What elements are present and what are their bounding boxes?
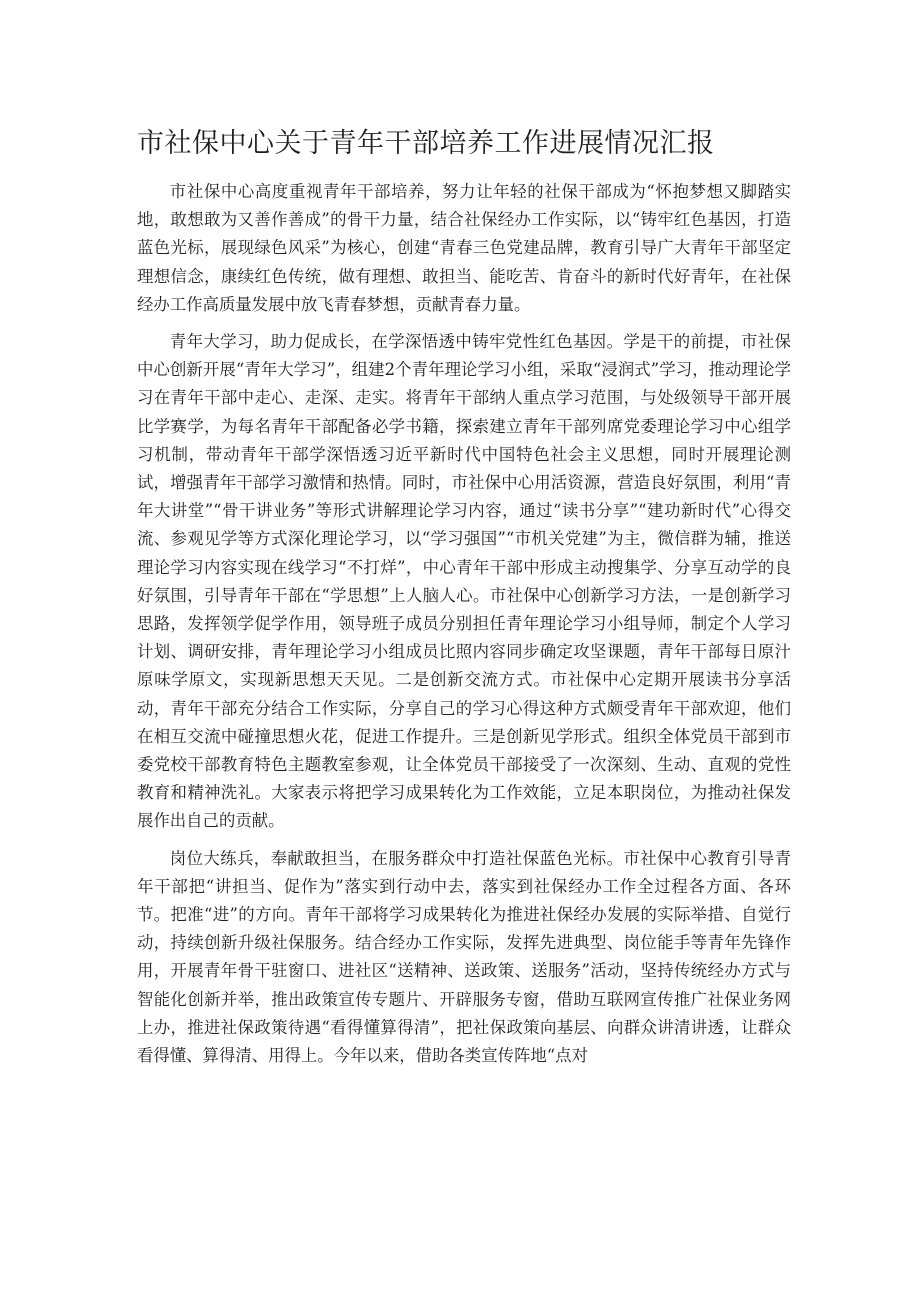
paragraph-intro: 市社保中心高度重视青年干部培养，努力让年轻的社保干部成为“怀抱梦想又脚踏实地，敢想敢为又善作善成”的骨干力量，结合社保经办工作实际，以“铸牢红色基因，打造蓝色光标，展现绿色风采”为核心，创建“青春三色党建品牌，教育引导广大青年干部坚定理想信念，康续红色传统，做有理想、敢担当、能吃苦、肯奋斗的新时代好青年，在社保经办工作高质量发展中放飞青春梦想，贡献青春力量。: [137, 182, 791, 314]
paragraph-study: 青年大学习，助力促成长，在学深悟透中铸牢党性红色基因。学是干的前提，市社保中心创新开展“青年大学习”，组建2个青年理论学习小组，采取“浸润式”学习，推动理论学习在青年干部中走心、走深、走实。将青年干部纳人重点学习范围，与处级领导干部开展比学赛学，为每名青年干部配备必学书籍，探索建立青年干部列席党委理论学习中心组学习机制，带动青年干部学深悟透习近平新时代中国特色社会主义思想，同时开展理论测试，增强青年干部学习激情和热情。同时，市社保中心用活资源，营造良好氛围，利用“青年大讲堂”“骨干讲业务”等形式讲解理论学习内容，通过“读书分享”“建功新时代”心得交流、参观见学等方式深化理论学习，以“学习强国”“市机关党建”为主，微信群为辅，推送理论学习内容实现在线学习“不打烊”，中心青年干部中形成主动搜集学、分享互动学的良好氛围，引导青年干部在“学思想”上人脑人心。市社保中心创新学习方法，一是创新学习思路，发挥领学促学作用，领导班子成员分别担任青年理论学习小组导师，制定个人学习计划、调研安排，青年理论学习小组成员比照内容同步确定攻坚课题，青年干部每日原汁原味学原文，实现新思想天天见。二是创新交流方式。市社保中心定期开展读书分享活动，青年干部充分结合工作实际，分享自己的学习心得这种方式颇受青年干部欢迎，他们在相互交流中碰撞思想火花，促进工作提升。三是创新见学形式。组织全体党员干部到市委党校干部教育特色主题教室参观，让全体党员干部接受了一次深刻、生动、直观的党性教育和精神洗礼。大家表示将把学习成果转化为工作效能，立足本职岗位，为推动社保发展作出自己的贡献。: [137, 332, 791, 831]
paragraph-service: 岗位大练兵，奉献敢担当，在服务群众中打造社保蓝色光标。市社保中心教育引导青年干部把“讲担当、促作为”落实到行动中去，落实到社保经办工作全过程各方面、各环节。把准“进”的方向。青年干部将学习成果转化为推进社保经办发展的实际举措、自觉行动，持续创新升级社保服务。结合经办工作实际，发挥先进典型、岗位能手等青年先锋作用，开展青年骨干驻窗口、进社区“送精神、送政策、送服务”活动，坚持传统经办方式与智能化创新并举，推出政策宣传专题片、开辟服务专窗，借助互联网宣传推广社保业务网上办，推进社保政策待遇“看得懂算得清”，把社保政策向基层、向群众讲清讲透，让群众看得懂、算得清、用得上。今年以来，借助各类宣传阵地“点对: [137, 848, 791, 1066]
document-body: [137, 178, 791, 1079]
document-title: 市社保中心关于青年干部培养工作进展情况汇报: [137, 128, 715, 159]
